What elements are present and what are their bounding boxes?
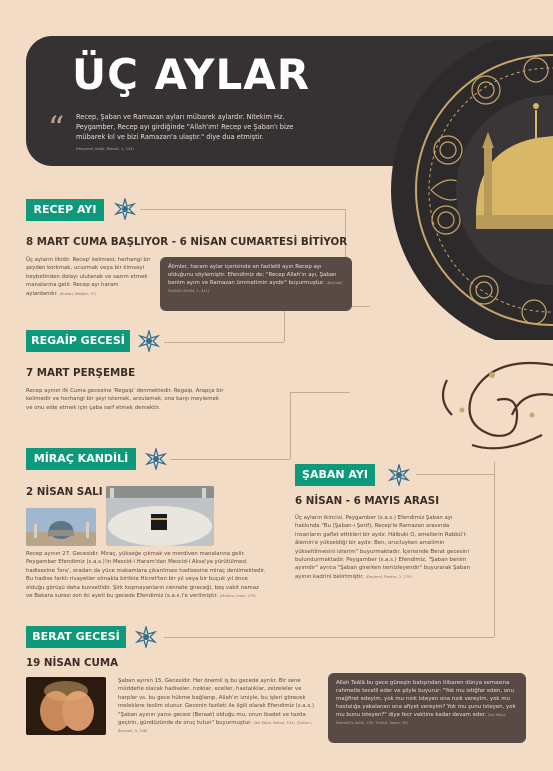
- saban-source: (Deylemî, Firdevs, 2, 275): [365, 574, 412, 579]
- mirac-body: Recep ayının 27. Gecesidir. Miraç, yükseğe çıkmak ve merdiven manalarına gelir. Peygamber Efendimiz (s.a.s.)'in Mescid-i Haram'dan Mescid-i Aksa'ya yürütülmesi hadisesine 'İsra', oradan da yüce makamlara çıkarılması hadisesine miraç denilmektedir. Bu hadise farklı rivayetler olmakla birlikte Hicret'ten bir yıl veya bir buçuk yıl önce olduğu görüşü daha kuvvetlidir. Şirk koşmayanların cennete gireceği, beş vakit namaz ve Bakara suresi son iki ayeti bu gecede Efendimiz (s.a.s.)'e verilmiştir.: [26, 551, 266, 600]
- recep-info-box: [160, 257, 352, 311]
- timeline-line: [290, 392, 350, 393]
- saban-date: 6 NİSAN - 6 MAYIS ARASI: [295, 495, 440, 507]
- mirac-text: [26, 550, 266, 600]
- timeline-line: [494, 462, 495, 637]
- header-source: (Heysemî, Kebîr, Rakaik, 1, 243): [76, 147, 134, 151]
- page-title: ÜÇ AYLAR: [72, 50, 311, 99]
- moon-dome-ornament-icon: [376, 40, 553, 340]
- section-tag-mirac: MİRAÇ KANDİLİ: [26, 448, 136, 470]
- regaip-date: 7 MART PERŞEMBE: [26, 367, 136, 379]
- star-ornament-icon: [114, 198, 136, 220]
- berat-source-alt: (Duhan / Beyhakî, 4, 148): [118, 721, 313, 734]
- timeline-line: [416, 474, 494, 475]
- berat-source: (İbn Mâce, İkâme, 191): [253, 721, 295, 726]
- regaip-body: Recep ayının ilk Cuma gecesine 'Regaip' denmektedir. Regaip, Arapça bir kelimedir ve herhangi bir şeyi istemek, arzulamak, ona karşı meylemek ve onu elde etmek için çaba sarf etmek demektir.: [26, 388, 224, 411]
- saban-text: [295, 514, 477, 581]
- star-ornament-icon: [388, 464, 410, 486]
- star-ornament-icon: [138, 330, 160, 352]
- timeline-line: [284, 306, 285, 342]
- berat-text: [118, 677, 316, 736]
- star-ornament-icon: [145, 448, 167, 470]
- timeline-line: [164, 637, 494, 638]
- kaaba-photo-icon: [106, 486, 214, 546]
- praying-hands-photo-icon: [26, 677, 106, 735]
- star-ornament-icon: [135, 626, 157, 648]
- section-tag-recep: RECEP AYI: [26, 199, 104, 221]
- berat-info-box: [328, 673, 526, 743]
- timeline-line: [345, 209, 346, 257]
- recep-box-source: (Beyhakî, Fedâilü'l-Evkât, 1, 311): [168, 281, 344, 293]
- timeline-line: [140, 209, 345, 210]
- saban-body: Üç ayların ikincisi. Peygamber (s.a.s.) Efendimiz Şaban ayı hakkında "Bu (Şaban-ı Şerif), Recep'le Ramazan arasında insanların gaflet ettikleri bir aydır. Hâlbuki O, amellerin Rabbü'l-âlemin'e yükseldiği bir aydır. Ben, orucluyken amelimin yükseltilmesini isterim" buyurmaktadır. İçerisinde Berat gecesini bulundurmaktadır. Peygamber (s.a.s.) Efendimiz, "Şaban benim ayımdır" ayrıca "Şaban girerken temizleyendir" buyurarak Şaban ayının kadrini belirtmiştir.: [295, 515, 471, 580]
- timeline-line: [170, 459, 290, 460]
- berat-box-source: (İbn Mâce, İkâmetü's-Salât, 191; Tirmizî, Savm, 39): [336, 713, 507, 725]
- header-quote-text: Recep, Şaban ve Ramazan ayları mübarek aylardır. Nitekim Hz. Peygamber, Recep ayı girdiğinde "Allah'ım! Recep ve Şaban'ı bize mübarek kıl ve bizi Ramazan'a ulaştır." diye dua etmiştir.: [76, 113, 294, 141]
- quote-mark: “: [48, 109, 65, 147]
- berat-body: Şaban ayının 15. Gecesidir. Her önemli iş bu gecede ayrılır. Bir sene müddetle olacak hadiseler, rızıklar, eceller, hastalıklar, zelzeleler ve harpler vs. bu gece hükme bağlanıp, Allah'ın izniyle, bu işleri görecek meleklere teslim olunur. Gecenin fazileti ile ilgili olarak Efendimiz (s.a.s.) "Şaban ayının yarısı gecesi (Beraat) olduğu mu, onun ibadet ve tazda geçirin, gündüzünde de oruç tutun" buyurmuştur.: [118, 678, 314, 727]
- timeline-line: [290, 392, 291, 459]
- mirac-date: 2 NİSAN SALI: [26, 486, 103, 498]
- recep-date: 8 MART CUMA BAŞLIYOR - 6 NİSAN CUMARTESİ BİTİYOR: [26, 236, 348, 248]
- mirac-source: (Müslim, İman, 279): [219, 594, 256, 599]
- recep-body: Üç ayların ilkidir. Recep' kelimesi; herhangi bir şeyden korkmak, ucuzmak veya bir kimseyi heybetinden dolayı ulutanak ve sazım etmek manalarına gelir. Recep ayı haram aylardandır.: [26, 257, 151, 297]
- recep-box-text: Âlimler, haram aylar içerisinde en faziletli ayın Recep ayı olduğunu söylemiştir. Efendimiz de; "Recep Allah'ın ayı, Şaban benim ayım ve Ramazan ümmetimin ayıdır" buyurmuştur.: [168, 264, 337, 286]
- section-tag-regaip: REGAİP GECESİ: [26, 330, 130, 352]
- section-tag-saban: ŞABAN AYI: [295, 464, 375, 486]
- mosque-photo-icon: [26, 508, 96, 546]
- recep-source: (Buhari, Meğâzî, 77): [59, 291, 96, 296]
- section-tag-berat: BERAT GECESİ: [26, 626, 126, 648]
- berat-box-text: Allah Teâlâ bu gece güneşin batışından itibaren dünya semasına rahmetle tecelli eder ve şöyle buyurur: "Yok mu istiğfar eden, onu mağfiret edeyim, yok mu rızık isteyen ona rızık vereyim, yok mu hastalığa yakalanan ona afiyet vereyim? Yok mu şunu isteyen, yok mu bunu isteyen?" diye fecr vaktine kadar devam eder.: [336, 680, 516, 718]
- berat-date: 19 NİSAN CUMA: [26, 657, 119, 669]
- recep-text: [26, 256, 151, 298]
- arabesque-corner-icon: [432, 355, 553, 455]
- timeline-line: [164, 342, 284, 343]
